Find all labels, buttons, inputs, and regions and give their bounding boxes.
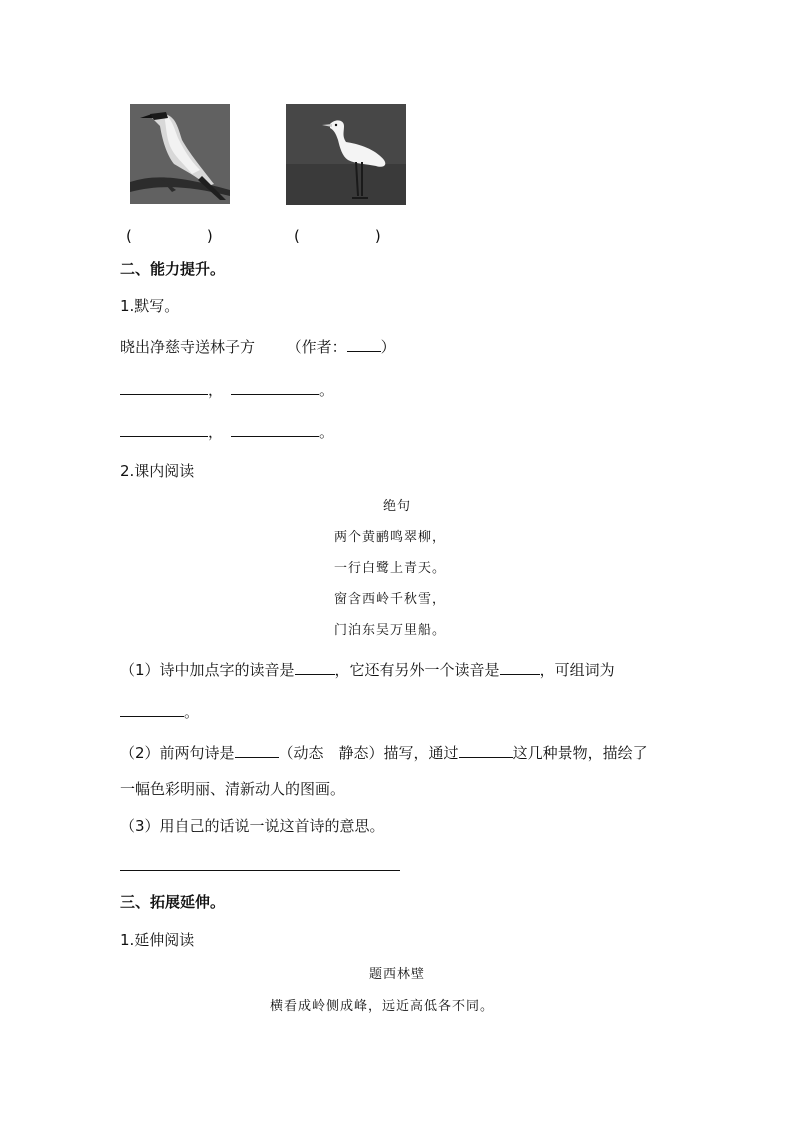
crow-illustration xyxy=(130,104,230,204)
dictation-blank-1[interactable] xyxy=(120,380,208,395)
poem-title: 绝句 xyxy=(383,499,412,514)
comma: ， xyxy=(208,381,224,399)
sub1-blank-1[interactable] xyxy=(295,660,335,675)
crow-picture xyxy=(130,104,230,204)
sub1-text-1: （1）诗中加点字的读音是 xyxy=(120,661,295,679)
sub2-blank-2[interactable] xyxy=(459,743,513,758)
sub1-end: 。 xyxy=(184,703,200,721)
subquestion-1 xyxy=(120,660,615,680)
dictation-title-row xyxy=(120,337,396,357)
sub2-text-1: （2）前两句诗是 xyxy=(120,744,235,762)
sub1-text-2: ，它还有另外一个读音是 xyxy=(334,661,500,679)
subquestion-2-cont: 一幅色彩明丽、清新动人的图画。 xyxy=(120,780,346,798)
poem-line-4: 门泊东吴万里船。 xyxy=(334,623,447,638)
poem-line-2: 一行白鹭上青天。 xyxy=(334,561,447,576)
egret-picture xyxy=(286,104,406,205)
answer-line[interactable] xyxy=(120,870,400,871)
sub2-text-2: （动态 静态）描写，通过 xyxy=(278,744,459,762)
section3-heading: 三、拓展延伸。 xyxy=(120,893,226,911)
sub1-blank-2[interactable] xyxy=(500,660,540,675)
dictation-blank-3[interactable] xyxy=(120,422,208,437)
sub2-text-3: 这几种景物，描绘了 xyxy=(512,744,648,762)
dictation-blank-4[interactable] xyxy=(231,422,319,437)
crow-caption: ( ) xyxy=(126,227,213,245)
period: 。 xyxy=(319,423,335,441)
dictation-blank-2[interactable] xyxy=(231,380,319,395)
egret-caption: ( ) xyxy=(294,227,381,245)
subquestion-3: （3）用自己的话说一说这首诗的意思。 xyxy=(120,817,385,835)
period: 。 xyxy=(319,381,335,399)
q2-label: 2.课内阅读 xyxy=(120,462,195,480)
section3-q1-label: 1.延伸阅读 xyxy=(120,931,195,949)
dictation-line-1 xyxy=(120,380,334,400)
poem-line-1: 两个黄鹂鸣翠柳， xyxy=(334,530,447,545)
poem-line-3: 窗含西岭千秋雪， xyxy=(334,592,447,607)
subquestion-1-cont xyxy=(120,702,199,722)
sub1-blank-3[interactable] xyxy=(120,702,184,717)
poem2-line-1: 横看成岭侧成峰，远近高低各不同。 xyxy=(270,999,495,1014)
section2-heading: 二、能力提升。 xyxy=(120,260,226,278)
dictation-poem-title: 晓出净慈寺送林子方 xyxy=(120,338,256,356)
sub1-text-3: ，可组词为 xyxy=(539,661,615,679)
subquestion-2 xyxy=(120,743,648,763)
dictation-line-2 xyxy=(120,422,334,442)
author-prefix: （作者： xyxy=(286,338,347,356)
comma: ， xyxy=(208,423,224,441)
author-blank[interactable] xyxy=(347,337,381,352)
q1-label: 1.默写。 xyxy=(120,297,180,315)
poem2-title: 题西林壁 xyxy=(369,967,426,982)
egret-illustration xyxy=(286,104,406,205)
author-suffix: ） xyxy=(380,338,396,356)
sub2-blank-1[interactable] xyxy=(235,743,279,758)
